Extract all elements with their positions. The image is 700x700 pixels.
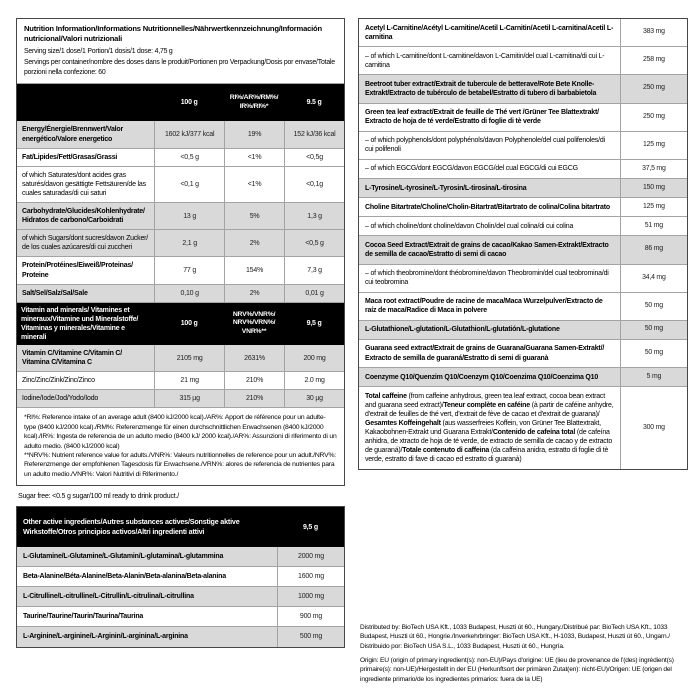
row-value-dose: <0,5 g <box>284 230 344 256</box>
other-actives-header-value: 9,5 g <box>302 523 318 531</box>
row-label: Carbohydrate/​Glucides/​Kohlenhydrate/​Hidratos de carbono/​Carboidrati <box>22 208 145 225</box>
table-row <box>17 284 344 302</box>
right-column <box>358 18 688 694</box>
row-label: of which Saturates/​dont acides gras saturés/​davon gesättigte Fettsäuren/​de las cuales saturadas/​di cui saturi <box>22 171 146 197</box>
row-label: Guarana seed extract/​Extrait de grains de Guarana/​Guarana Samen-Extrakt/​/​Extracto de semilla de guaraná/​Estratto di semi di guaranà <box>365 345 605 362</box>
nutrition-title: Nutrition Information/​Informations Nutritionnelles/​Nährwertkennzeichnung/​Información nutricional/​Valori nutrizionali <box>24 24 322 44</box>
row-value-100g: 13 g <box>154 203 224 229</box>
table-row <box>359 197 687 216</box>
ingredients-table <box>358 18 688 470</box>
row-label: Coenzyme Q10/​Quenzim Q10/​Coenzym Q10/​Coenzima Q10/​Coenzima Q10 <box>365 373 599 381</box>
table-row <box>17 345 344 371</box>
table-row <box>17 229 344 256</box>
header-ri-cell: RI%/​AR%/​RM%/​IR%/​RI%* <box>229 94 279 110</box>
row-value-ri: 154% <box>224 257 284 283</box>
row-value-100g: 2105 mg <box>154 345 224 371</box>
servings-per-container-line: Servings per container/​nombre des doses dans le produit/​Portionen pro Verpackung/​Dosis por envase/​Totale porzioni nella confezione: 60 <box>24 59 335 76</box>
row-label: Salt/​Sel/​Salz/​Sal/​Sale <box>22 289 88 297</box>
ingredients-rows <box>359 19 687 469</box>
other-actives-header <box>17 507 344 547</box>
row-label-segment: (da caffeina anidra, estratto di foglie di tè verde, estratto di fave di cacao ed estratto di guaranà) <box>365 447 609 464</box>
row-label: Acetyl L-Carnitine/​Acétyl L-carnitine/​Acetil L-Carnitin/​Acetil L-carnitina/​Acetil L-carnitina <box>365 24 614 41</box>
left-column <box>16 18 345 700</box>
row-value-dose: 30 µg <box>284 390 344 407</box>
row-value: 50 mg <box>620 321 687 339</box>
row-label: Beta-Alanine/​Béta-Alanine/​Beta-Alanin/​Beta-alanina/​Beta-alanina <box>23 573 226 581</box>
row-label: of which Sugars/​dont sucres/​davon Zucker/​de los cuales azúcares/​di cui zuccheri <box>22 235 149 252</box>
row-value: 50 mg <box>620 293 687 320</box>
table-row <box>359 103 687 131</box>
row-value: 258 mg <box>620 47 687 74</box>
nutrition-rows <box>17 121 344 301</box>
row-value: 250 mg <box>620 75 687 102</box>
table-row <box>17 256 344 283</box>
row-value-ri: 2631% <box>224 345 284 371</box>
other-actives-table <box>16 506 345 647</box>
nutrition-table-header-block <box>17 19 344 83</box>
row-value: 250 mg <box>620 104 687 131</box>
row-label: Beetroot tuber extract/​Extrait de tubercule de betterave/​Rote Bete Knolle-Extrakt/​Extracto de tubérculo de betabel/​Estratto di tubero di barbabietola <box>365 80 597 97</box>
row-value-ri: 210% <box>224 390 284 407</box>
distributor-text: Distributed by: BioTech USA Kft., 1033 Budapest, Huszti út 60., Hungary./​Distribué par: BioTech USA Kft., 1033 Budapest, Huszti út 60., Hongrie./​Inverkehrbringer: BioTech USA Kft., H-1033, Budapest, Huszti út 60., Ungarn./​Distribuido por: BioTech USA S.L., 1033 Budapest, Huszti út 60., Hungría. <box>360 623 670 650</box>
table-row <box>359 386 687 469</box>
row-label: L-Glutathione/​L-glutation/​L-Glutathion/​L-glutatión/​L-glutatione <box>365 326 560 334</box>
row-label: Taurine/​Taurine/​Taurin/​Taurina/​Taurina <box>23 613 144 621</box>
table-row <box>359 367 687 386</box>
row-value: 2000 mg <box>277 547 344 566</box>
row-label-segment: (aus wasserfreies Koffein, von Grüner Tee Blattextrakt, Kakaobohnen-Extrakt und Guarana Extrakt/​ <box>365 420 601 437</box>
row-value-100g: 77 g <box>154 257 224 283</box>
row-label-bold-segment: Gesamtes Koffeingehalt <box>365 420 443 428</box>
row-value-100g: <0,1 g <box>154 167 224 202</box>
vitamins-header-dose-cell: 9,5 g <box>306 320 322 328</box>
row-value-dose: <0,5g <box>284 149 344 166</box>
table-row <box>17 566 344 586</box>
footnote-ri: *RI%: Reference intake of an average adult (8400 kJ/​2000 kcal)./​AR%: Apport de référence pour un adulte-type (8400 kJ/​2000 kcal)./​RM%: Referenzmenge für einen durchschnittlichen Erwachsenen (8400 kJ/​2000 kcal)./​IR%: Ingesta de referencia de un adulto medio (8400 kJ/​ 2000 kcal)./​AR%: Assunzioni di riferimento di un adulto medio. (8400 kJ/​2000 kcal) <box>24 414 337 450</box>
row-label: Zinc/​Zinc/​Zink/​Zinc/​Zinco <box>22 377 95 385</box>
row-value-ri: 5% <box>224 203 284 229</box>
header-spacer-cell <box>17 84 154 121</box>
table-row <box>359 74 687 102</box>
row-label: Cocoa Seed Extract/​Extrait de grains de cacao/​Kakao Samen-Extrakt/​Extracto de semilla de cacao/​Estratto di semi di cacao <box>365 241 609 258</box>
table-row <box>17 626 344 646</box>
row-label: Iodine/​Iode/​Jod/​Yodo/​Iodo <box>22 395 99 403</box>
table-row <box>359 216 687 235</box>
row-label-segment: (à partir de caféine anhydre, d'extrait de feuilles de thé vert, d'extrait de fève de cacao et d'extrait de guarana)/​ <box>365 401 614 418</box>
row-value-ri: 210% <box>224 372 284 389</box>
row-value: 150 mg <box>620 179 687 197</box>
other-actives-header-label: Other active ingredients/​Autres substances actives/​Sonstige aktive Wirkstoffe/​Otros principios activos/​Altri ingredienti attivi <box>23 517 240 537</box>
vitamins-header-nrv-cell: NRV%/​VNR%/​NRV%/​VRN%/​VNR%** <box>232 310 276 336</box>
vitamins-header <box>17 302 344 345</box>
row-value: 34,4 mg <box>620 265 687 292</box>
row-label: Protein/​Protéines/​Eiweiß/​Proteinas/​Proteine <box>22 262 133 279</box>
row-label: – of which EGCG/​dont EGCG/​davon EGCG/​del cual EGCG/​di cui EGCG <box>365 165 578 173</box>
table-row <box>17 547 344 566</box>
row-value-ri: <1% <box>224 167 284 202</box>
row-value-ri: <1% <box>224 149 284 166</box>
table-row <box>359 131 687 159</box>
header-dose-cell: 9.5 g <box>306 99 322 107</box>
row-value-100g: 0,10 g <box>154 285 224 302</box>
row-label: – of which L-carnitine/​dont L-carnitine/​davon L-Carnitin/​del cual L-carnitina/​di cui L-carnitina <box>365 52 605 69</box>
vitamin-rows <box>17 345 344 407</box>
table-row <box>359 235 687 263</box>
header-100g-cell: 100 g <box>180 99 198 107</box>
table-row <box>17 202 344 229</box>
row-value-dose: 2.0 mg <box>284 372 344 389</box>
table-row <box>359 292 687 320</box>
sugar-free-note: Sugar free: <0.5 g sugar/​100 ml ready to drink product./​ <box>18 493 179 501</box>
row-value: 500 mg <box>277 627 344 646</box>
row-label-bold-segment: Totale contenuto di caffeina <box>402 447 491 455</box>
row-label: Maca root extract/​Poudre de racine de maca/​Maca Wurzelpulver/​Extracto de raíz de maca/​Radice di Maca in polvere <box>365 298 603 315</box>
row-label-segment: (from caffeine anhydrous, green tea leaf extract, cocoa bean extract and guarana seed extract)/​ <box>365 392 605 409</box>
row-value: 1600 mg <box>277 567 344 586</box>
row-label: L-Arginine/​L-arginine/​L-Arginin/​L-arginina/​L-arginina <box>23 633 188 641</box>
row-value: 1000 mg <box>277 587 344 606</box>
nutrition-columns-header <box>17 83 344 121</box>
row-label-bold-segment: Total caffeine <box>365 392 409 400</box>
table-row <box>359 339 687 367</box>
table-row <box>17 166 344 202</box>
row-label-bold-segment: Teneur complète en caféine <box>443 401 532 409</box>
origin-text: Origin: EU (origin of primary ingredient(s): non-EU)/​Pays d'origine: UE (lieu de provenance de l'(des) ingrédient(s) primaire(s): non-UE)/​Hergestellt in der EU (Herkunftsort der primären Zutat(en): nicht-EU)/​Origen: UE (origen del ingrediente primario/​de los ingredientes primarios: fuera de la UE) <box>360 656 674 683</box>
row-label: Energy/​Énergie/​Brennwert/​Valor energético/​Valore energetico <box>22 126 123 143</box>
row-value-dose: 1,3 g <box>284 203 344 229</box>
row-value-100g: 2,1 g <box>154 230 224 256</box>
row-label: – of which theobromine/​dont théobromine/​davon Theobromin/​del cual teobromina/​di cui teobromina <box>365 270 609 287</box>
table-row <box>17 121 344 147</box>
nutrition-table <box>16 18 345 486</box>
row-value-100g: 21 mg <box>154 372 224 389</box>
table-row <box>359 19 687 46</box>
other-actives-rows <box>17 547 344 646</box>
row-value-dose: 0,01 g <box>284 285 344 302</box>
row-label-bold-segment: Contenido de cafeína total <box>492 429 577 437</box>
table-row <box>359 46 687 74</box>
table-row <box>359 178 687 197</box>
row-value-dose: 7,3 g <box>284 257 344 283</box>
row-value-ri: 2% <box>224 285 284 302</box>
table-row <box>17 389 344 407</box>
footnotes-block <box>17 407 344 485</box>
row-value-ri: 2% <box>224 230 284 256</box>
table-row <box>17 371 344 389</box>
row-value-100g: <0,5 g <box>154 149 224 166</box>
row-value-ri: 19% <box>224 121 284 147</box>
row-label <box>359 387 620 469</box>
row-value: 37,5 mg <box>620 160 687 178</box>
row-value-dose: 152 kJ/​36 kcal <box>284 121 344 147</box>
row-label: Green tea leaf extract/​Extrait de feuille de Thé vert /​Grüner Tee Blattextrakt/​Extracto de hoja de té verde/​Estratto di foglie di tè verde <box>365 109 599 126</box>
row-label: Fat/​Lipides/​Fett/​Grasas/​Grassi <box>22 153 118 161</box>
row-value-dose: 200 mg <box>284 345 344 371</box>
footnote-nrv: **NRV%: Nutrient reference value for adults./​VNR%: Valeurs nutritionnelles de reference pour un adult./​NRV%: Referenzmenge der empfohlenen Tagesdosis für Erwachsene./​VRN%: alores de referencia de nutrientes para un adulto medio./​VNR%: Valori Nutritivi di Riferimento./​ <box>24 451 336 478</box>
row-value: 900 mg <box>277 607 344 626</box>
row-value: 86 mg <box>620 236 687 263</box>
vitamins-header-label: Vitamin and minerals/​ Vitamines et mineraux/​Vitamine und Mineralstoffe/​Vitaminas y minerales/​Vitamine e minerali <box>21 306 139 341</box>
row-label-segment: (de cafeína anhidra, de xtracto de hoja de té verde, de extracto de semilla de cacao y de extracto de guaraná)/​ <box>365 429 613 455</box>
row-label: Choline Bitartrate/​Choline/​Cholin-Bitartrat/​Bitartrato de colina/​Colina bitartrato <box>365 203 610 211</box>
table-row <box>359 320 687 339</box>
row-value: 50 mg <box>620 340 687 367</box>
row-label: – of which polyphenols/​dont polyphénols/​davon Polyphenole/​del cual polifenoles/​di cui polifenoli <box>365 137 605 154</box>
table-row <box>17 606 344 626</box>
row-value: 51 mg <box>620 217 687 235</box>
row-value: 125 mg <box>620 132 687 159</box>
table-row <box>359 264 687 292</box>
row-value-100g: 315 µg <box>154 390 224 407</box>
table-row <box>17 586 344 606</box>
table-row <box>17 148 344 166</box>
vitamins-header-100g-cell: 100 g <box>180 320 198 328</box>
table-row <box>359 159 687 178</box>
row-label: L-Tyrosine/​L-tyrosine/​L-Tyrosin/​L-tirosina/​L-tirosina <box>365 184 527 192</box>
row-value-100g: 1602 kJ/​377 kcal <box>154 121 224 147</box>
row-value: 383 mg <box>620 19 687 46</box>
row-value-dose: <0,1g <box>284 167 344 202</box>
row-value: 300 mg <box>620 387 687 469</box>
row-label: Vitamin C/​Vitamine C/​Vitamin C/​Vitamina C/​Vitamina C <box>22 350 122 367</box>
row-label: – of which choline/​dont choline/​davon Cholin/​del cual colina/​di cui colina <box>365 222 574 230</box>
distributor-block <box>358 623 688 694</box>
row-value: 125 mg <box>620 198 687 216</box>
row-value: 5 mg <box>620 368 687 386</box>
row-label: L-Citrulline/​L-citrulline/​L-Citrullin/​L-citrulina/​L-citrullina <box>23 593 194 601</box>
serving-size-line: Serving size/​1 dose/​1 Portion/​1 dosis/​1 dose: 4,75 g <box>24 47 173 55</box>
row-label: L-Glutamine/​L-Glutamine/​L-Glutamin/​L-glutamina/​L-glutammina <box>23 553 224 561</box>
